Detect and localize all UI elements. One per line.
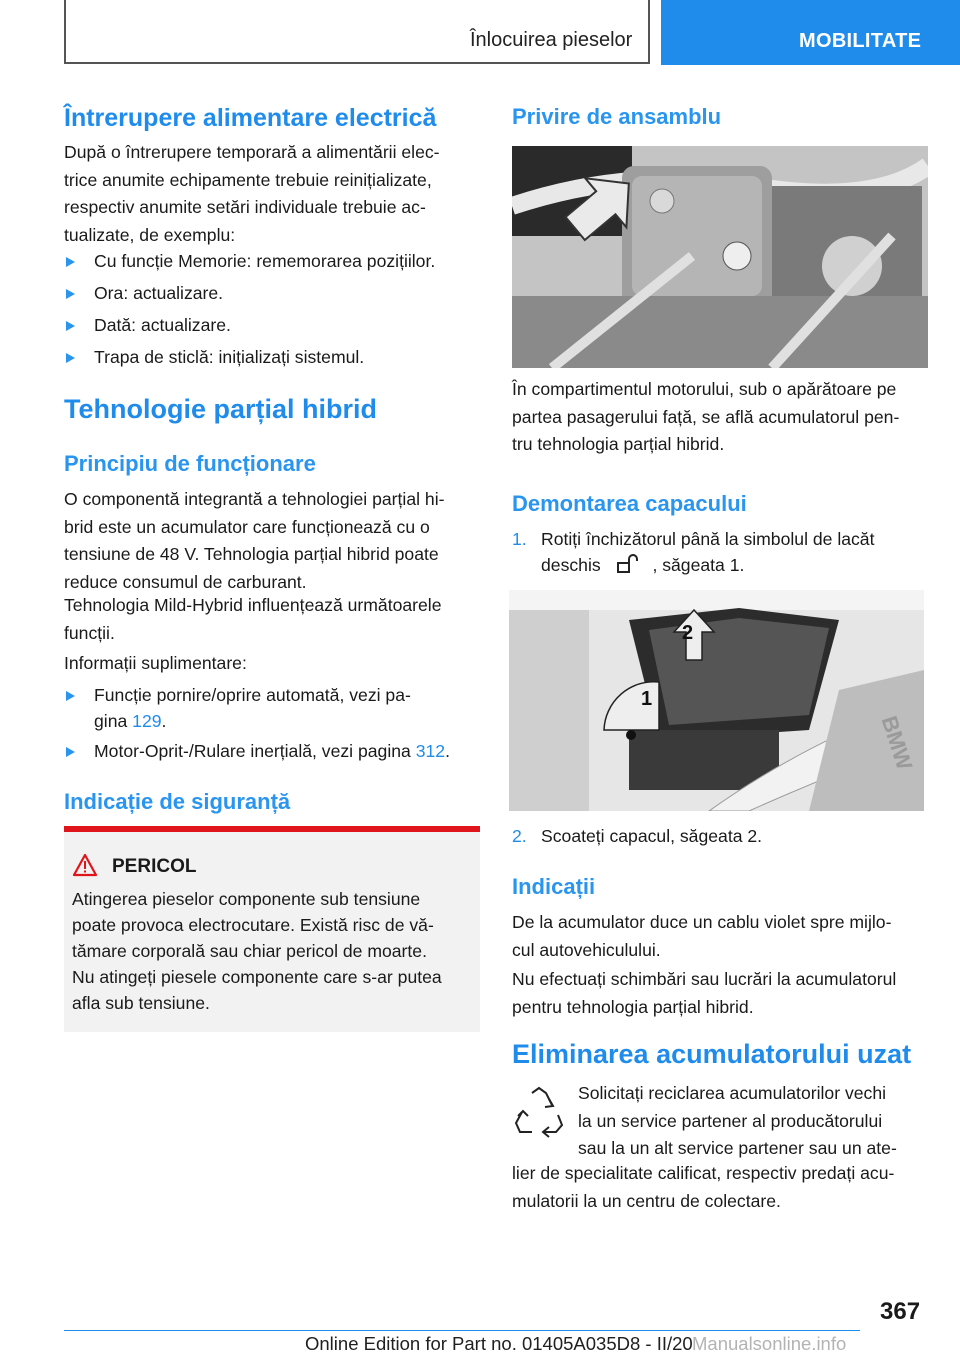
text-line: După o întrerupere temporară a alimentării elec-: [64, 142, 440, 162]
warning-text: [72, 886, 477, 1016]
text-line: Nu atingeți piesele componente care s-ar putea: [72, 967, 442, 987]
warning-title: PERICOL: [112, 856, 197, 877]
recycle-icon: [512, 1085, 566, 1141]
bullet-triangle-icon: [66, 257, 75, 267]
step-text: Rotiți închizătorul până la simbolul de lacăt: [541, 529, 875, 549]
header-divider-right: [648, 0, 650, 64]
heading-operating-principle: Principiu de funcționare: [64, 451, 316, 476]
text-line: Atingerea pieselor componente sub tensiune: [72, 889, 421, 909]
warning-bar: [64, 826, 480, 832]
paragraph-principle: [64, 486, 484, 596]
text-line: sau la un alt service partener sau un ate-: [578, 1138, 897, 1158]
text-line: tensiune de 48 V. Tehnologia parțial hibrid poate: [64, 544, 439, 564]
heading-safety-note: Indicație de siguranță: [64, 789, 291, 814]
bullet-item: Trapa de sticlă: inițializați sistemul.: [94, 347, 365, 367]
warning-triangle-icon: [72, 853, 98, 877]
text-line: reduce consumul de carburant.: [64, 571, 307, 592]
text-line: tru tehnologia parțial hibrid.: [512, 434, 725, 454]
cover-illustration: [509, 590, 924, 811]
text-line: Solicitați reciclarea acumulatorilor vechi: [578, 1083, 887, 1103]
bullet-item-continuation: gina 129.: [94, 711, 167, 731]
text-line: Nu efectuați schimbări sau lucrări la acumulatorul: [512, 969, 897, 989]
heading-overview: Privire de ansamblu: [512, 104, 722, 129]
engine-brand-text: BMW: [876, 712, 918, 773]
bullet-triangle-icon: [66, 289, 75, 299]
bullet-triangle-icon: [66, 321, 75, 331]
bullet-triangle-icon: [66, 353, 75, 363]
image-callout-1: 1: [641, 688, 653, 710]
step-number: 1.: [512, 529, 527, 549]
text-line: O componentă integrantă a tehnologiei parțial hi-: [64, 489, 445, 509]
text-line: respectiv anumite setări individuale trebuie ac-: [64, 197, 426, 217]
text-line: tualizate, de exemplu:: [64, 224, 236, 245]
text-line: cul autovehiculului.: [512, 939, 661, 960]
bullet-item: Cu funcție Memorie: rememorarea pozițiilor.: [94, 251, 436, 271]
heading-battery-disposal: Eliminarea acumulatorului uzat: [512, 1039, 912, 1069]
text-line: afla sub tensiune.: [72, 993, 210, 1013]
header-divider-left: [64, 0, 66, 64]
text-line: pentru tehnologia parțial hibrid.: [512, 996, 754, 1017]
text-line: poate provoca electrocutare. Există risc de vă-: [72, 915, 434, 935]
text-line: la un service partener al producătorului: [578, 1110, 883, 1131]
header-underline: [64, 62, 650, 64]
bullet-triangle-icon: [66, 747, 75, 757]
paragraph-mild-hybrid: [64, 592, 484, 647]
bullet-item: Ora: actualizare.: [94, 283, 224, 303]
engine-illustration: [512, 146, 928, 368]
step-text: Scoateți capacul, săgeata 2.: [541, 826, 763, 846]
text: deschis: [541, 555, 601, 575]
heading-notes: Indicații: [512, 874, 596, 899]
engine-compartment-image: [512, 146, 928, 368]
footer-rule: [64, 1330, 860, 1331]
page-link[interactable]: 312: [415, 741, 446, 761]
header-chapter-tab: [661, 0, 960, 65]
text-line: lier de specialitate calificat, respectiv predați acu-: [512, 1163, 895, 1183]
paragraph-info: Informații suplimentare:: [64, 653, 247, 673]
text: Motor-Oprit-/Rulare inerțială, vezi pagina: [94, 741, 416, 761]
bullet-item: Dată: actualizare.: [94, 315, 231, 335]
footer-edition: Online Edition for Part no. 01405A035D8 - II/20: [305, 1333, 693, 1354]
bullet-triangle-icon: [66, 691, 75, 701]
text: gina: [94, 711, 133, 731]
paragraph-notes-1: [512, 909, 932, 964]
text-line: În compartimentul motorului, sub o apărătoare pe: [512, 379, 897, 399]
image-callout-2: 2: [682, 622, 694, 644]
page-number: 367: [880, 1298, 921, 1325]
paragraph-overview: [512, 376, 932, 459]
step-text-continuation: [541, 552, 744, 580]
heading-power-interruption: Întrerupere alimentare electrică: [64, 104, 437, 132]
text-line: brid este un acumulator care funcționează cu o: [64, 516, 430, 537]
page-link[interactable]: 129: [132, 711, 162, 731]
text-line: tămare corporală sau chiar pericol de moarte.: [72, 941, 427, 961]
paragraph-notes-2: [512, 966, 932, 1021]
heading-cover-removal: Demontarea capacului: [512, 491, 747, 516]
text-line: partea pasagerului față, se află acumulatorul pen-: [512, 406, 900, 427]
footer-watermark: Manualsonline.info: [692, 1333, 847, 1354]
text-line: trice anumite echipamente trebuie reinițializate,: [64, 169, 432, 190]
text-line: mulatorii la un centru de colectare.: [512, 1190, 781, 1211]
paragraph-power-interruption: [64, 139, 484, 249]
text-line: Tehnologia Mild-Hybrid influențează următoarele: [64, 595, 442, 615]
battery-cover-image: [509, 590, 924, 811]
heading-hybrid-technology: Tehnologie parțial hibrid: [64, 394, 378, 424]
header-section-title: Înlocuirea pieselor: [470, 29, 633, 51]
header-chapter-label: MOBILITATE: [799, 30, 922, 52]
paragraph-disposal-top: [578, 1080, 938, 1163]
text: , săgeata 1.: [652, 555, 745, 575]
paragraph-disposal-bottom: [512, 1160, 942, 1215]
open-padlock-icon: [610, 553, 644, 575]
step-number: 2.: [512, 826, 527, 846]
bullet-item: Motor-Oprit-/Rulare inerțială, vezi pagina 312.: [94, 741, 450, 761]
bullet-item: Funcție pornire/oprire automată, vezi pa-: [94, 685, 411, 705]
text-line: funcții.: [64, 622, 115, 643]
text-line: De la acumulator duce un cablu violet spre mijlo-: [512, 912, 892, 932]
